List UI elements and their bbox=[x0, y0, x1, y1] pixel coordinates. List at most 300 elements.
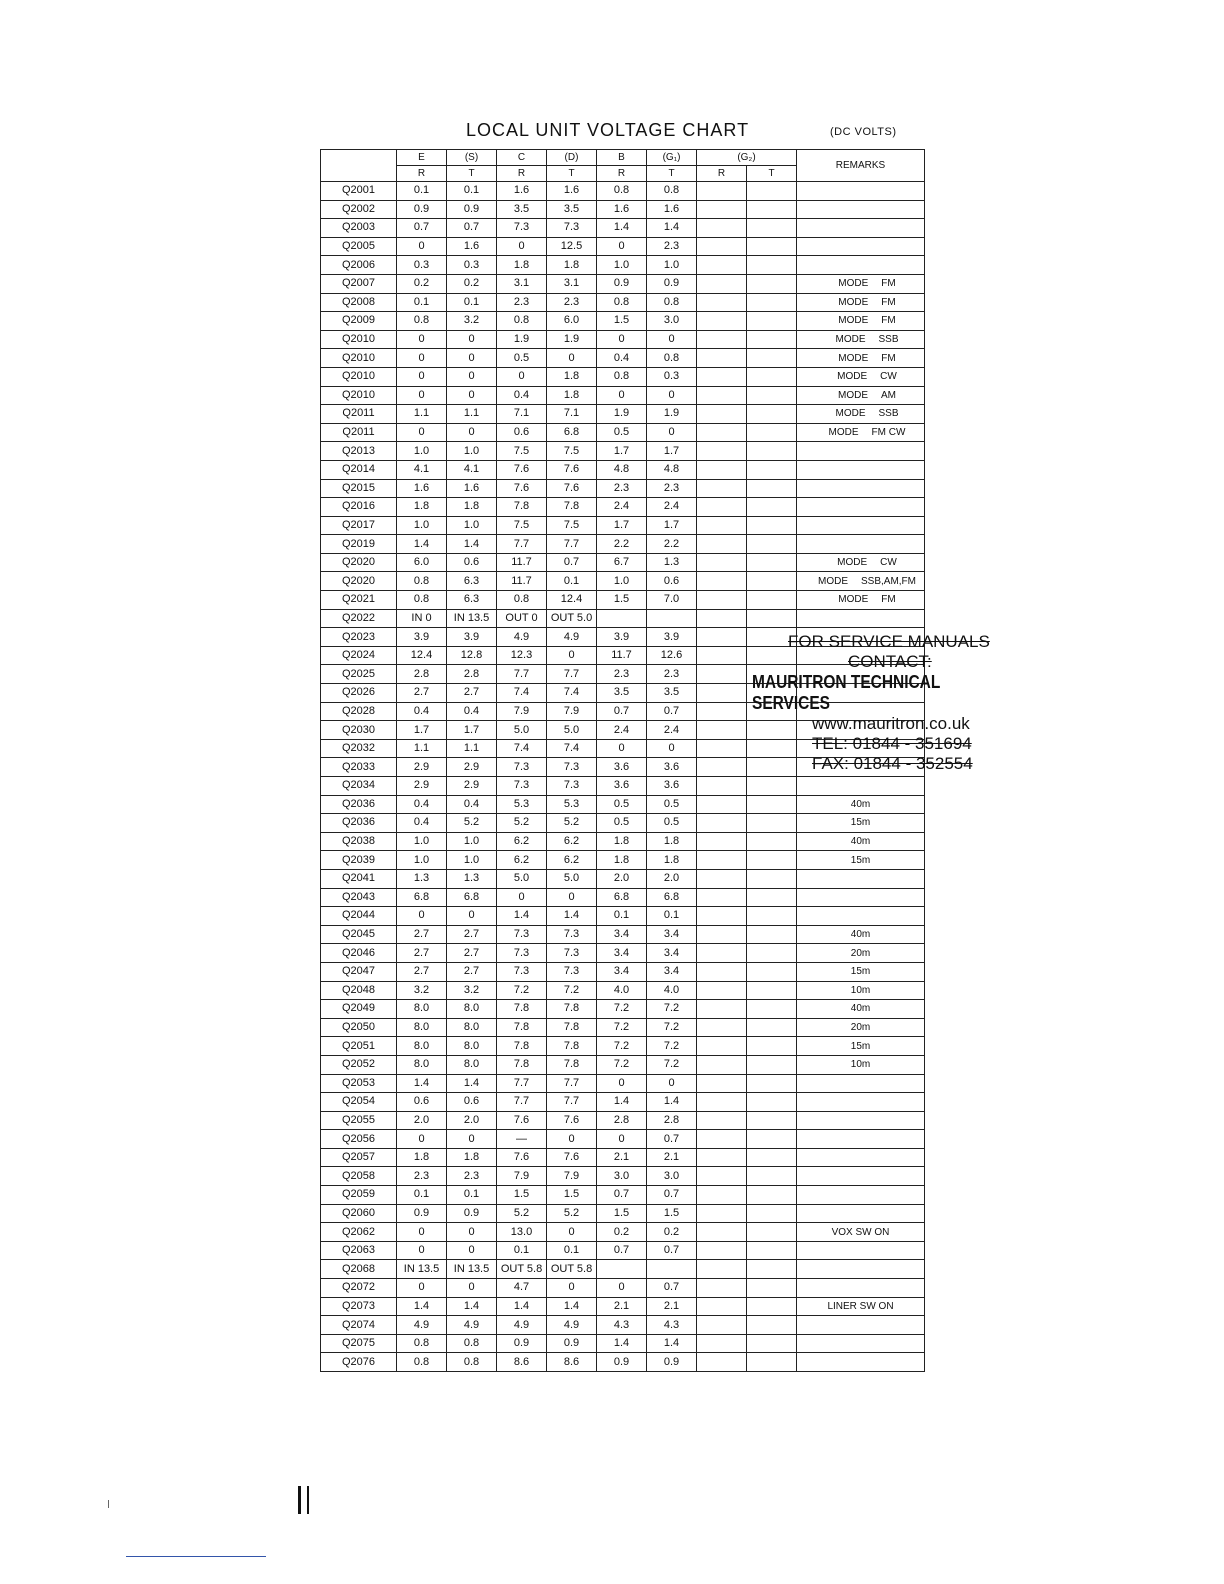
voltage-cell: 1.6 bbox=[597, 200, 647, 219]
voltage-cell bbox=[697, 684, 747, 703]
voltage-cell: 0.1 bbox=[547, 572, 597, 591]
voltage-cell bbox=[697, 1111, 747, 1130]
voltage-cell: 1.4 bbox=[647, 219, 697, 238]
voltage-cell bbox=[747, 405, 797, 424]
voltage-cell bbox=[697, 1334, 747, 1353]
voltage-cell: 1.6 bbox=[647, 200, 697, 219]
mode-value: FM bbox=[881, 278, 896, 290]
transistor-id: Q2053 bbox=[321, 1074, 397, 1093]
mode-value: FM bbox=[881, 594, 896, 606]
table-row bbox=[321, 1334, 925, 1353]
remarks-cell bbox=[797, 330, 925, 349]
voltage-cell: 0.7 bbox=[397, 219, 447, 238]
voltage-cell: 7.4 bbox=[547, 739, 597, 758]
transistor-id: Q2074 bbox=[321, 1316, 397, 1335]
voltage-cell: 7.3 bbox=[497, 962, 547, 981]
voltage-cell: 0 bbox=[597, 1074, 647, 1093]
voltage-cell: 1.4 bbox=[447, 1074, 497, 1093]
voltage-cell bbox=[697, 758, 747, 777]
voltage-cell: 2.0 bbox=[447, 1111, 497, 1130]
voltage-cell bbox=[747, 312, 797, 331]
remarks-cell bbox=[797, 869, 925, 888]
voltage-cell: 0.7 bbox=[647, 1241, 697, 1260]
mode-label: MODE bbox=[837, 371, 868, 383]
voltage-cell: 0.9 bbox=[547, 1334, 597, 1353]
voltage-cell: 1.9 bbox=[497, 330, 547, 349]
transistor-id: Q2010 bbox=[321, 349, 397, 368]
transistor-id: Q2076 bbox=[321, 1353, 397, 1372]
table-row bbox=[321, 256, 925, 275]
voltage-cell bbox=[747, 1167, 797, 1186]
remarks-cell bbox=[797, 1241, 925, 1260]
voltage-cell bbox=[747, 1037, 797, 1056]
voltage-cell bbox=[697, 1000, 747, 1019]
voltage-cell: 1.8 bbox=[447, 1148, 497, 1167]
voltage-cell: 7.5 bbox=[547, 442, 597, 461]
voltage-cell: 2.1 bbox=[647, 1148, 697, 1167]
voltage-cell: 5.3 bbox=[497, 795, 547, 814]
voltage-cell: 7.6 bbox=[547, 1111, 597, 1130]
voltage-cell: 6.0 bbox=[397, 553, 447, 572]
remarks-cell bbox=[797, 1167, 925, 1186]
transistor-id: Q2019 bbox=[321, 535, 397, 554]
voltage-cell bbox=[697, 646, 747, 665]
voltage-cell bbox=[747, 1316, 797, 1335]
voltage-cell: 0 bbox=[597, 739, 647, 758]
voltage-cell: 4.1 bbox=[397, 460, 447, 479]
mode-value: FM bbox=[881, 315, 896, 327]
voltage-cell: 7.8 bbox=[497, 498, 547, 517]
table-row bbox=[321, 1353, 925, 1372]
voltage-cell bbox=[747, 907, 797, 926]
transistor-id: Q2054 bbox=[321, 1093, 397, 1112]
voltage-cell: 0 bbox=[397, 386, 447, 405]
voltage-cell bbox=[697, 1074, 747, 1093]
voltage-cell: 7.6 bbox=[497, 460, 547, 479]
voltage-cell: 2.1 bbox=[647, 1297, 697, 1316]
voltage-cell: 7.7 bbox=[547, 535, 597, 554]
voltage-cell bbox=[747, 962, 797, 981]
remarks-cell bbox=[797, 1111, 925, 1130]
sub-header: R bbox=[497, 166, 547, 182]
voltage-cell bbox=[697, 442, 747, 461]
voltage-cell: 0 bbox=[597, 1279, 647, 1298]
voltage-cell: 1.5 bbox=[647, 1204, 697, 1223]
voltage-cell bbox=[697, 553, 747, 572]
remarks-cell bbox=[797, 460, 925, 479]
transistor-id: Q2005 bbox=[321, 237, 397, 256]
voltage-cell: 0 bbox=[447, 367, 497, 386]
voltage-cell bbox=[747, 925, 797, 944]
transistor-id: Q2010 bbox=[321, 367, 397, 386]
table-row bbox=[321, 274, 925, 293]
voltage-cell: 0 bbox=[597, 386, 647, 405]
voltage-cell: 0.1 bbox=[447, 182, 497, 201]
voltage-cell: 0.8 bbox=[397, 1334, 447, 1353]
voltage-cell: 7.2 bbox=[597, 1055, 647, 1074]
voltage-cell: 2.9 bbox=[397, 777, 447, 796]
voltage-cell: 0.2 bbox=[597, 1223, 647, 1242]
voltage-cell: 6.8 bbox=[597, 888, 647, 907]
voltage-cell: 0.4 bbox=[397, 814, 447, 833]
voltage-cell: 2.3 bbox=[647, 237, 697, 256]
remarks-cell: 20m bbox=[797, 1018, 925, 1037]
remarks-cell bbox=[797, 1260, 925, 1279]
voltage-cell: 1.4 bbox=[497, 1297, 547, 1316]
voltage-cell: 1.4 bbox=[397, 535, 447, 554]
remarks-cell bbox=[797, 423, 925, 442]
voltage-cell: 2.7 bbox=[397, 962, 447, 981]
mode-label: MODE bbox=[838, 389, 868, 401]
voltage-cell: 7.2 bbox=[647, 1037, 697, 1056]
voltage-cell: 8.0 bbox=[397, 1000, 447, 1019]
table-row bbox=[321, 182, 925, 201]
header-d: (D) bbox=[547, 150, 597, 166]
voltage-cell bbox=[747, 182, 797, 201]
voltage-cell: 5.2 bbox=[547, 1204, 597, 1223]
voltage-cell bbox=[697, 330, 747, 349]
voltage-cell bbox=[747, 442, 797, 461]
table-row bbox=[321, 330, 925, 349]
unit-label: (DC VOLTS) bbox=[830, 126, 897, 138]
voltage-cell: 1.4 bbox=[397, 1074, 447, 1093]
voltage-cell: 0.8 bbox=[497, 312, 547, 331]
remarks-cell bbox=[797, 405, 925, 424]
voltage-cell: 2.1 bbox=[597, 1297, 647, 1316]
voltage-cell: 0 bbox=[397, 1223, 447, 1242]
transistor-id: Q2038 bbox=[321, 832, 397, 851]
voltage-cell: 2.3 bbox=[547, 293, 597, 312]
voltage-cell: 0 bbox=[547, 888, 597, 907]
voltage-cell bbox=[697, 981, 747, 1000]
voltage-cell: 5.0 bbox=[547, 869, 597, 888]
voltage-cell: 0.1 bbox=[497, 1241, 547, 1260]
service-watermark bbox=[752, 632, 1052, 774]
voltage-cell: 7.3 bbox=[497, 777, 547, 796]
transistor-id: Q2009 bbox=[321, 312, 397, 331]
voltage-cell: IN 13.5 bbox=[447, 1260, 497, 1279]
voltage-cell: 6.8 bbox=[547, 423, 597, 442]
transistor-id: Q2055 bbox=[321, 1111, 397, 1130]
voltage-cell: 0.1 bbox=[397, 293, 447, 312]
voltage-cell: 3.9 bbox=[447, 628, 497, 647]
voltage-cell bbox=[697, 1297, 747, 1316]
transistor-id: Q2052 bbox=[321, 1055, 397, 1074]
table-row bbox=[321, 237, 925, 256]
voltage-cell: 3.6 bbox=[647, 777, 697, 796]
transistor-id: Q2048 bbox=[321, 981, 397, 1000]
voltage-cell: 7.7 bbox=[497, 1093, 547, 1112]
table-row bbox=[321, 1167, 925, 1186]
remarks-cell: 10m bbox=[797, 1055, 925, 1074]
mode-label: MODE bbox=[837, 557, 868, 569]
voltage-cell: 7.3 bbox=[497, 758, 547, 777]
voltage-cell: 0.9 bbox=[647, 274, 697, 293]
voltage-cell: 0.1 bbox=[547, 1241, 597, 1260]
voltage-cell: 6.8 bbox=[447, 888, 497, 907]
voltage-cell: 0 bbox=[647, 330, 697, 349]
voltage-cell bbox=[747, 479, 797, 498]
voltage-cell bbox=[697, 851, 747, 870]
voltage-cell bbox=[747, 256, 797, 275]
voltage-cell: 8.0 bbox=[397, 1037, 447, 1056]
voltage-cell: 0 bbox=[447, 1130, 497, 1149]
header-e: E bbox=[397, 150, 447, 166]
voltage-cell: 8.0 bbox=[447, 1055, 497, 1074]
voltage-cell: 1.1 bbox=[447, 739, 497, 758]
voltage-cell: 1.4 bbox=[647, 1093, 697, 1112]
voltage-cell bbox=[747, 330, 797, 349]
voltage-cell: 2.4 bbox=[647, 721, 697, 740]
voltage-cell bbox=[697, 1018, 747, 1037]
voltage-cell: 0.1 bbox=[447, 1186, 497, 1205]
voltage-cell: 0 bbox=[447, 1223, 497, 1242]
voltage-cell: 0.2 bbox=[447, 274, 497, 293]
table-row bbox=[321, 925, 925, 944]
voltage-cell: 8.0 bbox=[397, 1055, 447, 1074]
voltage-cell: 3.1 bbox=[547, 274, 597, 293]
table-row bbox=[321, 386, 925, 405]
table-row bbox=[321, 1279, 925, 1298]
voltage-cell: 4.0 bbox=[647, 981, 697, 1000]
sub-header: R bbox=[697, 166, 747, 182]
voltage-cell bbox=[597, 1260, 647, 1279]
transistor-id: Q2023 bbox=[321, 628, 397, 647]
voltage-cell: 6.8 bbox=[647, 888, 697, 907]
voltage-cell bbox=[697, 814, 747, 833]
remarks-cell bbox=[797, 442, 925, 461]
voltage-cell: 6.0 bbox=[547, 312, 597, 331]
voltage-cell bbox=[747, 1055, 797, 1074]
table-row bbox=[321, 1316, 925, 1335]
voltage-cell: 6.3 bbox=[447, 572, 497, 591]
voltage-cell: 2.4 bbox=[597, 498, 647, 517]
voltage-cell: 4.9 bbox=[397, 1316, 447, 1335]
table-row bbox=[321, 1297, 925, 1316]
voltage-cell bbox=[747, 591, 797, 610]
voltage-cell: 1.9 bbox=[597, 405, 647, 424]
transistor-id: Q2059 bbox=[321, 1186, 397, 1205]
voltage-cell: 1.3 bbox=[647, 553, 697, 572]
chart-title: LOCAL UNIT VOLTAGE CHART bbox=[466, 120, 750, 140]
voltage-cell: — bbox=[497, 1130, 547, 1149]
voltage-cell: 7.6 bbox=[547, 1148, 597, 1167]
voltage-cell bbox=[697, 516, 747, 535]
voltage-cell bbox=[747, 777, 797, 796]
voltage-cell bbox=[697, 795, 747, 814]
remarks-cell bbox=[797, 777, 925, 796]
voltage-cell bbox=[747, 1111, 797, 1130]
remarks-cell bbox=[797, 386, 925, 405]
voltage-cell: 3.6 bbox=[597, 777, 647, 796]
voltage-cell: 1.8 bbox=[497, 256, 547, 275]
voltage-cell: 0.2 bbox=[397, 274, 447, 293]
voltage-cell: 0.9 bbox=[447, 200, 497, 219]
voltage-cell: 0.7 bbox=[647, 1186, 697, 1205]
transistor-id: Q2015 bbox=[321, 479, 397, 498]
voltage-cell: 0.4 bbox=[447, 702, 497, 721]
table-row bbox=[321, 962, 925, 981]
table-row bbox=[321, 888, 925, 907]
remarks-cell bbox=[797, 349, 925, 368]
sub-header: T bbox=[447, 166, 497, 182]
transistor-id: Q2051 bbox=[321, 1037, 397, 1056]
voltage-cell: 0 bbox=[547, 646, 597, 665]
voltage-cell: 7.1 bbox=[547, 405, 597, 424]
remarks-cell bbox=[797, 1334, 925, 1353]
voltage-cell: OUT 0 bbox=[497, 609, 547, 628]
table-row bbox=[321, 591, 925, 610]
voltage-cell: 8.0 bbox=[447, 1018, 497, 1037]
voltage-cell: 0.1 bbox=[397, 182, 447, 201]
voltage-cell: 0 bbox=[497, 237, 547, 256]
voltage-cell: 0.4 bbox=[497, 386, 547, 405]
table-row bbox=[321, 349, 925, 368]
voltage-cell: 0.5 bbox=[497, 349, 547, 368]
scan-mark bbox=[298, 1486, 309, 1514]
remarks-cell bbox=[797, 516, 925, 535]
voltage-cell: 2.1 bbox=[597, 1148, 647, 1167]
voltage-cell: 12.6 bbox=[647, 646, 697, 665]
voltage-cell: 2.8 bbox=[447, 665, 497, 684]
voltage-cell: 5.0 bbox=[497, 869, 547, 888]
voltage-cell bbox=[747, 237, 797, 256]
voltage-cell bbox=[747, 1260, 797, 1279]
voltage-cell bbox=[747, 1204, 797, 1223]
voltage-cell: 7.8 bbox=[547, 1037, 597, 1056]
voltage-cell: OUT 5.8 bbox=[547, 1260, 597, 1279]
transistor-id: Q2060 bbox=[321, 1204, 397, 1223]
voltage-cell bbox=[697, 907, 747, 926]
voltage-cell: 6.7 bbox=[597, 553, 647, 572]
transistor-id: Q2020 bbox=[321, 553, 397, 572]
voltage-cell: 0.5 bbox=[597, 814, 647, 833]
voltage-cell: 7.9 bbox=[547, 1167, 597, 1186]
table-row bbox=[321, 1093, 925, 1112]
transistor-id: Q2034 bbox=[321, 777, 397, 796]
voltage-cell: 0.9 bbox=[597, 1353, 647, 1372]
voltage-cell: 1.7 bbox=[397, 721, 447, 740]
voltage-cell: 1.5 bbox=[597, 312, 647, 331]
voltage-cell: 1.4 bbox=[497, 907, 547, 926]
voltage-cell: 2.7 bbox=[447, 925, 497, 944]
table-row bbox=[321, 535, 925, 554]
voltage-cell: 1.7 bbox=[597, 516, 647, 535]
voltage-cell: 0 bbox=[547, 1130, 597, 1149]
voltage-cell bbox=[697, 237, 747, 256]
voltage-cell: 0 bbox=[397, 1130, 447, 1149]
voltage-cell: 1.0 bbox=[397, 442, 447, 461]
transistor-id: Q2021 bbox=[321, 591, 397, 610]
voltage-cell: 7.5 bbox=[547, 516, 597, 535]
mode-label: MODE bbox=[835, 334, 866, 346]
voltage-cell: 7.2 bbox=[597, 1018, 647, 1037]
transistor-id: Q2003 bbox=[321, 219, 397, 238]
voltage-cell bbox=[747, 219, 797, 238]
voltage-cell: 7.8 bbox=[497, 1055, 547, 1074]
voltage-cell bbox=[697, 498, 747, 517]
table-row bbox=[321, 869, 925, 888]
mode-label: MODE bbox=[838, 352, 869, 364]
voltage-cell: 4.8 bbox=[647, 460, 697, 479]
voltage-cell: 2.3 bbox=[597, 479, 647, 498]
voltage-cell: 2.2 bbox=[597, 535, 647, 554]
voltage-cell: 7.8 bbox=[497, 1037, 547, 1056]
voltage-cell: 1.0 bbox=[447, 832, 497, 851]
voltage-cell: 7.6 bbox=[497, 1111, 547, 1130]
voltage-cell bbox=[747, 1334, 797, 1353]
voltage-cell: 0.2 bbox=[647, 1223, 697, 1242]
voltage-cell: 1.8 bbox=[547, 256, 597, 275]
voltage-cell: 7.4 bbox=[497, 684, 547, 703]
voltage-cell: 6.2 bbox=[547, 851, 597, 870]
voltage-cell: 0 bbox=[397, 367, 447, 386]
voltage-cell: 0 bbox=[647, 423, 697, 442]
transistor-id: Q2057 bbox=[321, 1148, 397, 1167]
mode-value: FM bbox=[881, 296, 896, 308]
voltage-cell: 7.3 bbox=[547, 962, 597, 981]
transistor-id: Q2010 bbox=[321, 386, 397, 405]
voltage-cell: 0.6 bbox=[397, 1093, 447, 1112]
footer-line bbox=[126, 1556, 266, 1557]
voltage-cell: 7.9 bbox=[497, 1167, 547, 1186]
voltage-cell: 1.0 bbox=[397, 851, 447, 870]
remarks-cell bbox=[797, 888, 925, 907]
remarks-cell: 40m bbox=[797, 832, 925, 851]
voltage-cell: 7.3 bbox=[547, 758, 597, 777]
voltage-cell: 1.8 bbox=[597, 832, 647, 851]
voltage-cell: 5.2 bbox=[497, 814, 547, 833]
table-row bbox=[321, 312, 925, 331]
scan-mark bbox=[108, 1500, 109, 1508]
voltage-cell bbox=[697, 256, 747, 275]
voltage-cell: 4.1 bbox=[447, 460, 497, 479]
table-row bbox=[321, 1037, 925, 1056]
remarks-cell: 15m bbox=[797, 851, 925, 870]
voltage-cell: 1.6 bbox=[497, 182, 547, 201]
remarks-cell bbox=[797, 1204, 925, 1223]
table-row bbox=[321, 832, 925, 851]
header-s: (S) bbox=[447, 150, 497, 166]
mode-value: SSB bbox=[878, 334, 899, 346]
voltage-cell: 7.6 bbox=[497, 1148, 547, 1167]
voltage-cell bbox=[697, 944, 747, 963]
voltage-cell: 0.7 bbox=[597, 1186, 647, 1205]
voltage-cell bbox=[697, 1130, 747, 1149]
voltage-cell bbox=[697, 925, 747, 944]
transistor-id: Q2006 bbox=[321, 256, 397, 275]
voltage-cell bbox=[647, 609, 697, 628]
voltage-cell: 3.2 bbox=[447, 981, 497, 1000]
voltage-cell: 7.2 bbox=[647, 1000, 697, 1019]
voltage-cell: 1.4 bbox=[547, 1297, 597, 1316]
table-row bbox=[321, 777, 925, 796]
voltage-cell bbox=[747, 460, 797, 479]
table-row bbox=[321, 1055, 925, 1074]
voltage-cell: 8.0 bbox=[447, 1037, 497, 1056]
mode-value: CW bbox=[880, 371, 897, 383]
watermark-website: www.mauritron.co.uk bbox=[812, 714, 970, 733]
remarks-cell: LINER SW ON bbox=[797, 1297, 925, 1316]
voltage-cell bbox=[697, 628, 747, 647]
voltage-cell: 3.0 bbox=[597, 1167, 647, 1186]
voltage-cell: 0.4 bbox=[397, 795, 447, 814]
transistor-id: Q2039 bbox=[321, 851, 397, 870]
table-row bbox=[321, 1186, 925, 1205]
voltage-cell: 3.5 bbox=[547, 200, 597, 219]
voltage-cell: 4.7 bbox=[497, 1279, 547, 1298]
voltage-cell bbox=[747, 869, 797, 888]
